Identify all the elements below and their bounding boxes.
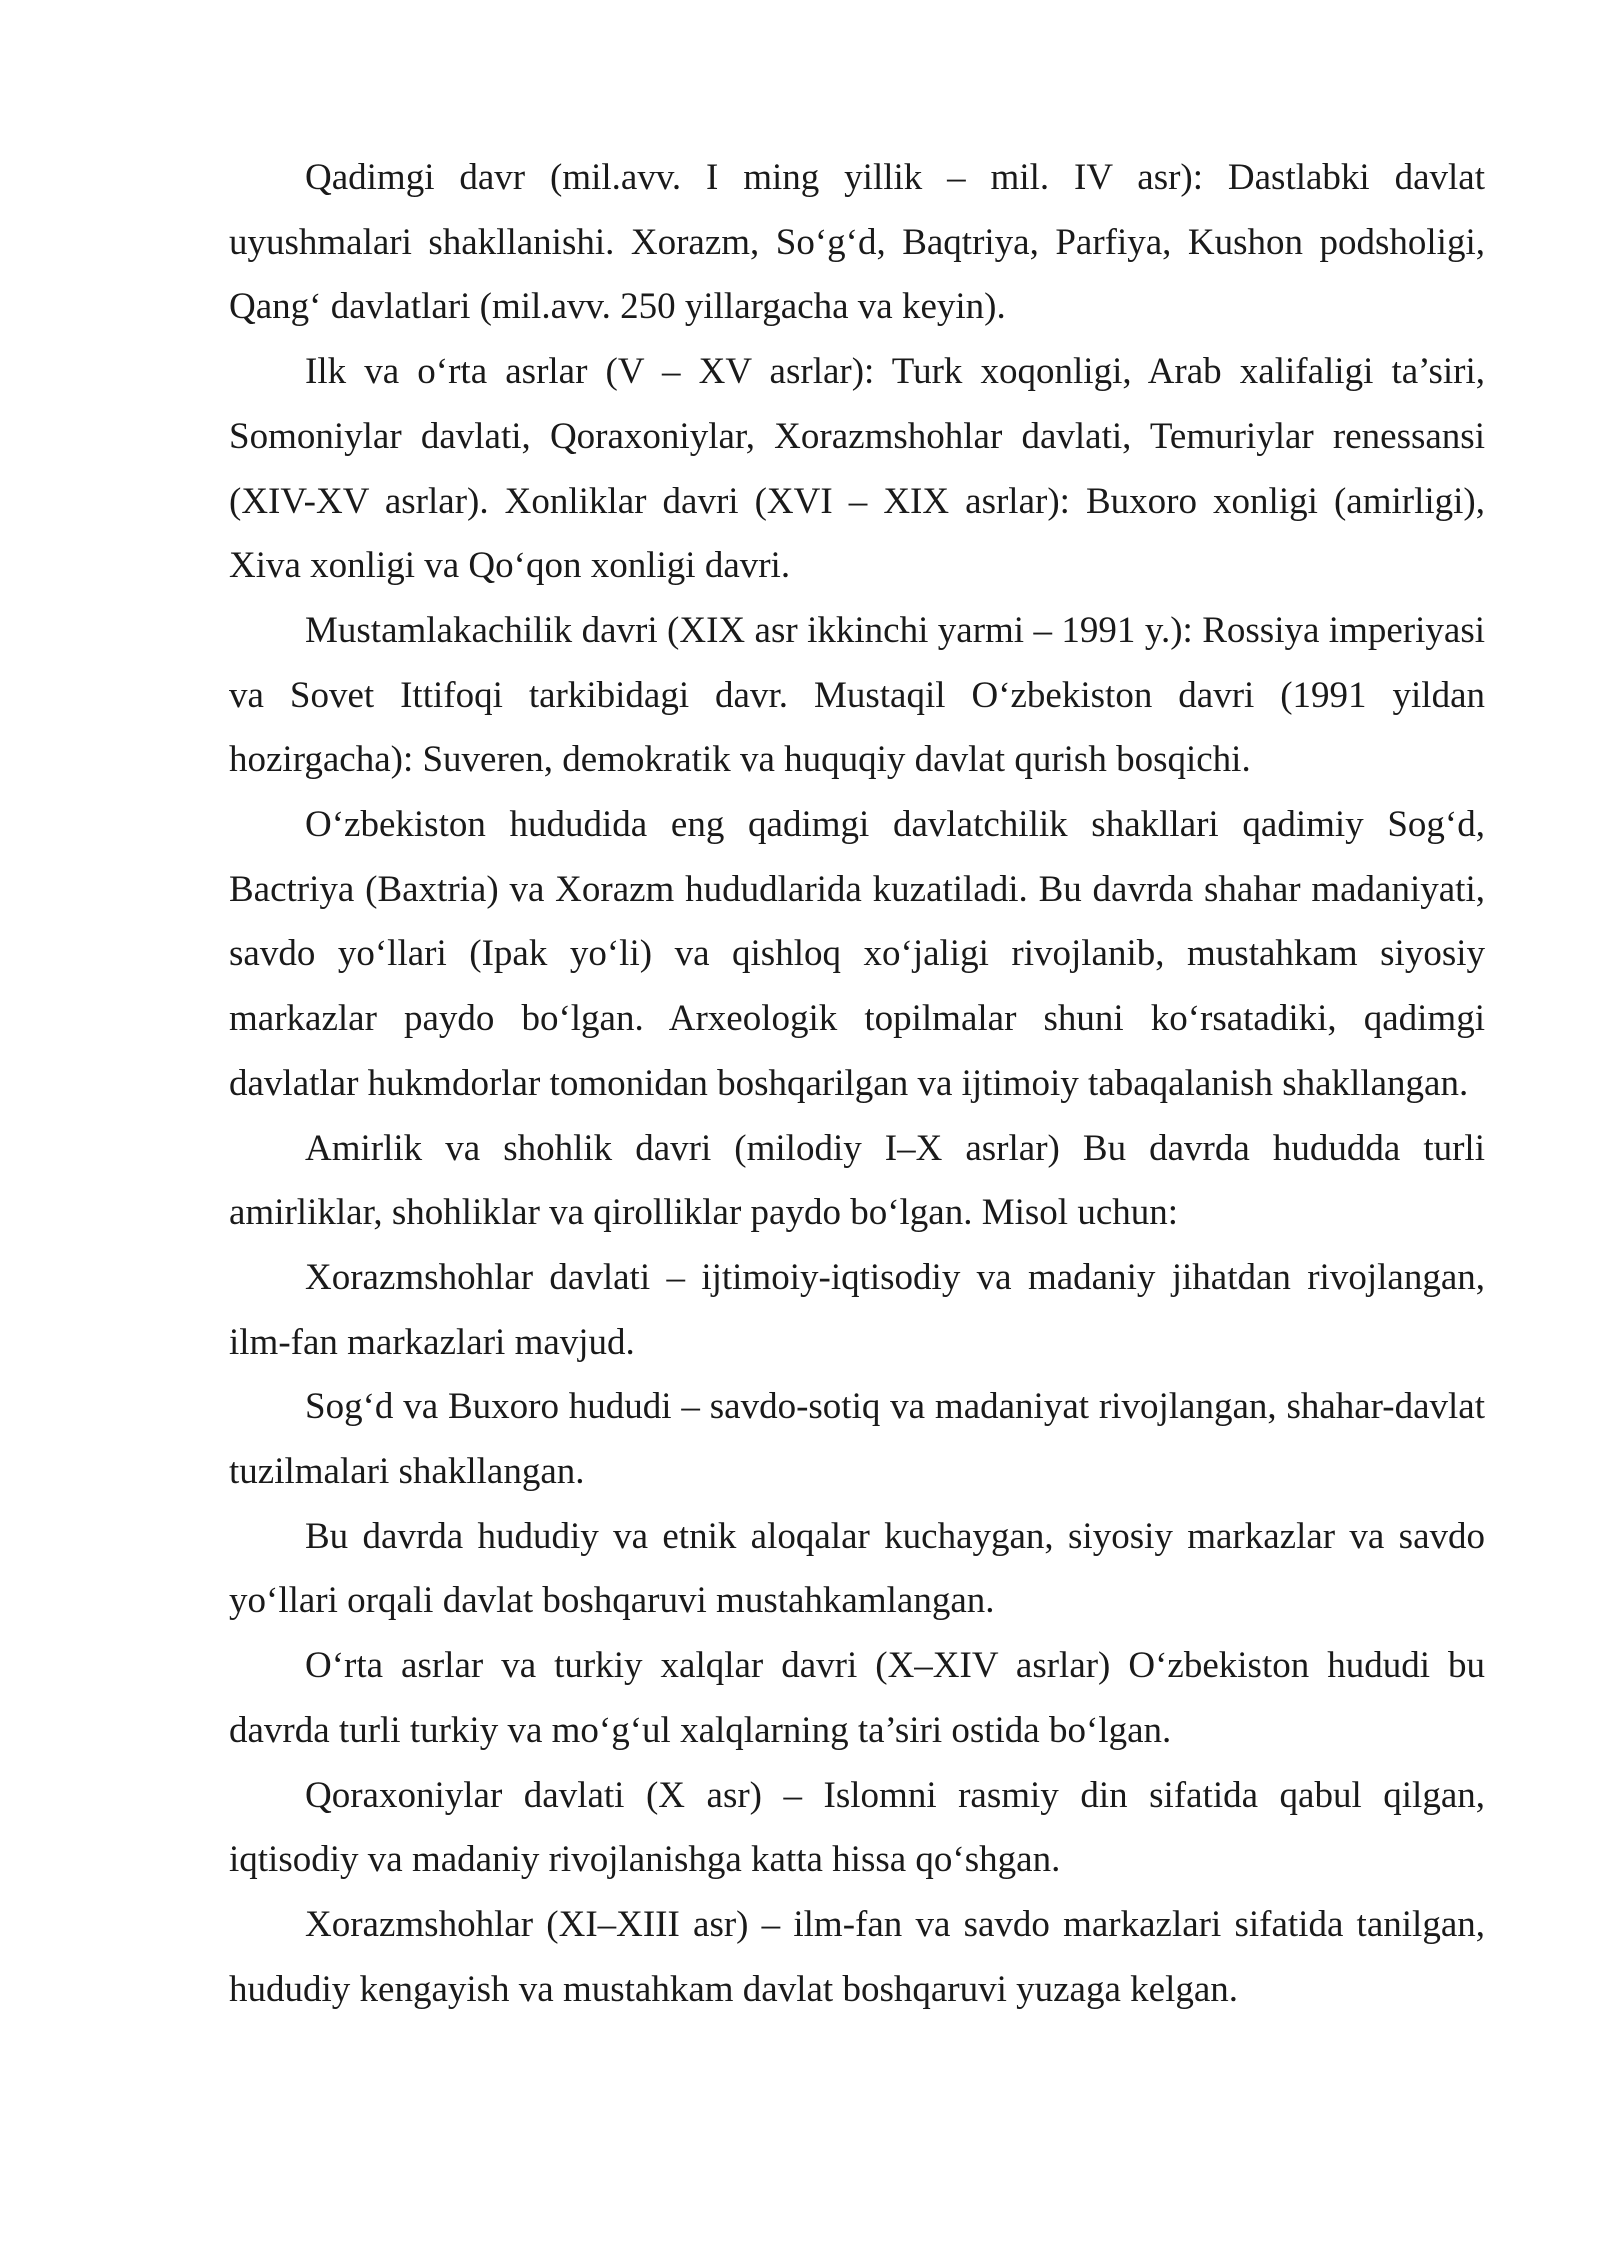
- paragraph-colonial-period: Mustamlakachilik davri (XIX asr ikkinchi yarmi – 1991 y.): Rossiya imperiyasi va Sovet Ittifoqi tarkibidagi davr. Mustaqil O‘zbekiston davri (1991 yildan hozirgacha): Suveren, demokratik va huquqiy davlat qurish bosqichi.: [229, 609, 1485, 781]
- paragraph-emirate-kingdom-period: Amirlik va shohlik davri (milodiy I–X asrlar) Bu davrda hududda turli amirliklar, shohliklar va qirolliklar paydo bo‘lgan. Misol uchun:: [229, 1127, 1485, 1234]
- paragraph-ancient-period: Qadimgi davr (mil.avv. I ming yillik – mil. IV asr): Dastlabki davlat uyushmalari shakllanishi. Xorazm, So‘g‘d, Baqtriya, Parfiya, Kushon podsholigi, Qang‘ davlatlari (mil.avv. 250 yillargacha va keyin).: [229, 157, 1485, 328]
- paragraph-khorezmshah-state: Xorazmshohlar davlati – ijtimoiy-iqtisodiy va madaniy jihatdan rivojlangan, ilm-fan markazlari mavjud.: [229, 1256, 1485, 1363]
- paragraph-turkic-period: O‘rta asrlar va turkiy xalqlar davri (X–XIV asrlar) O‘zbekiston hududi bu davrda turli turkiy va mo‘g‘ul xalqlarning ta’siri ostida bo‘lgan.: [229, 1645, 1485, 1751]
- document-body: [229, 146, 1485, 2022]
- paragraph-regional-ties: Bu davrda hududiy va etnik aloqalar kuchaygan, siyosiy markazlar va savdo yo‘llari orqali davlat boshqaruvi mustahkamlangan.: [229, 1515, 1485, 1622]
- paragraph-earliest-statehood: O‘zbekiston hududida eng qadimgi davlatchilik shakllari qadimiy Sog‘d, Bactriya (Baxtria) va Xorazm hududlarida kuzatiladi. Bu davrda shahar madaniyati, savdo yo‘llari (Ipak yo‘li) va qishloq xo‘jaligi rivojlanib, mustahkam siyosiy markazlar paydo bo‘lgan. Arxeologik topilmalar shuni ko‘rsatadiki, qadimgi davlatlar hukmdorlar tomonidan boshqarilgan va ijtimoiy tabaqalanish shakllangan.: [229, 804, 1485, 1104]
- paragraph-karakhanids: Qoraxoniylar davlati (X asr) – Islomni rasmiy din sifatida qabul qilgan, iqtisodiy va madaniy rivojlanishga katta hissa qo‘shgan.: [229, 1774, 1485, 1881]
- paragraph-early-middle-ages: Ilk va o‘rta asrlar (V – XV asrlar): Turk xoqonligi, Arab xalifaligi ta’siri, Somoniylar davlati, Qoraxoniylar, Xorazmshohlar davlati, Temuriylar renessansi (XIV-XV asrlar). Xonliklar davri (XVI – XIX asrlar): Buxoro xonligi (amirligi), Xiva xonligi va Qo‘qon xonligi davri.: [229, 351, 1485, 587]
- paragraph-khorezmshahs: Xorazmshohlar (XI–XIII asr) – ilm-fan va savdo markazlari sifatida tanilgan, hududiy kengayish va mustahkam davlat boshqaruvi yuzaga kelgan.: [229, 1903, 1485, 2010]
- paragraph-sogd-bukhara: Sog‘d va Buxoro hududi – savdo-sotiq va madaniyat rivojlangan, shahar-davlat tuzilmalari shakllangan.: [229, 1386, 1485, 1493]
